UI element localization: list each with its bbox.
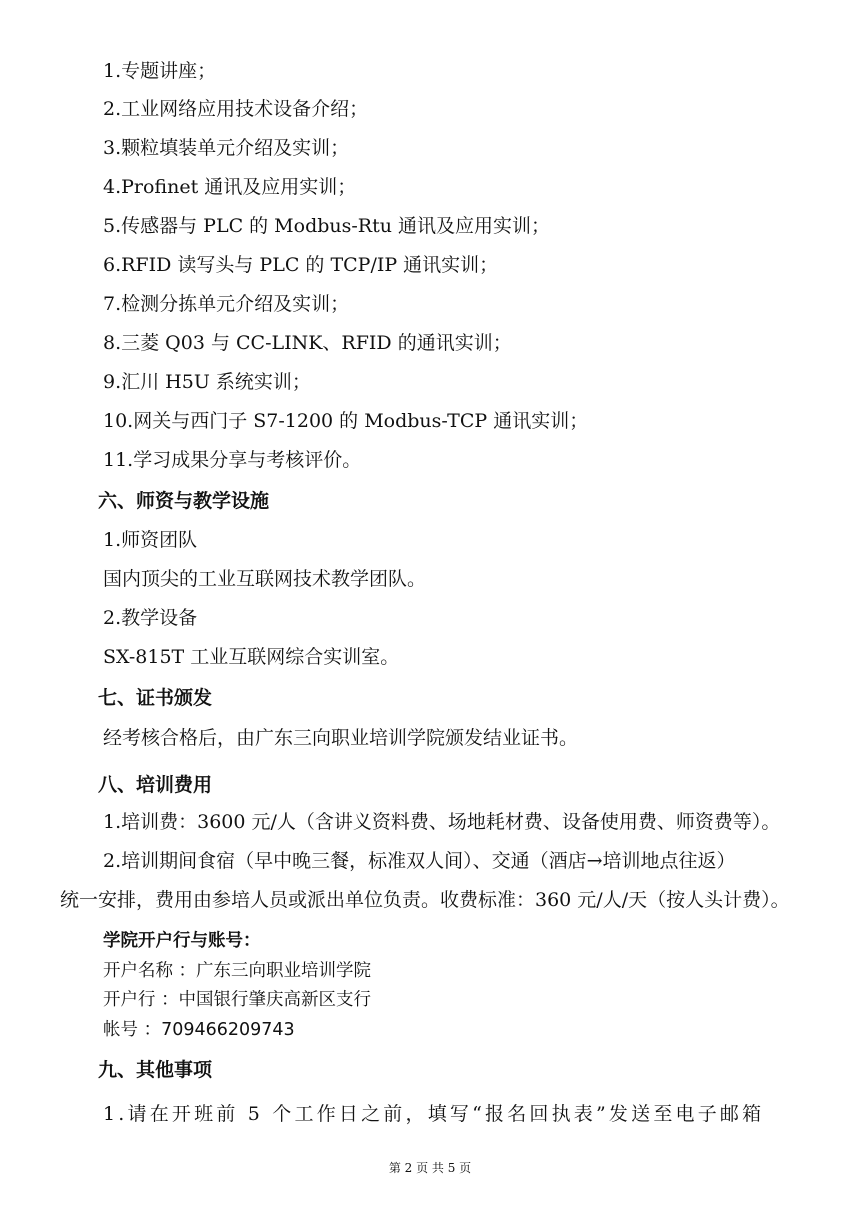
bank-heading: 学院开户行与账号：	[103, 931, 261, 951]
curriculum-item-4: 4.Profinet 通讯及应用实训；	[103, 176, 357, 198]
fee-item-2-line-2: 统一安排，费用由参培人员或派出单位负责。收费标准：360 元/人/天（按人头计费）。	[60, 889, 790, 911]
account-name: 开户名称 ：广东三向职业培训学院	[103, 961, 372, 981]
section-6-heading: 六、师资与教学设施	[98, 490, 270, 512]
certificate-text: 经考核合格后，由广东三向职业培训学院颁发结业证书。	[103, 727, 579, 749]
curriculum-item-3: 3.颗粒填装单元介绍及实训；	[103, 137, 350, 159]
fee-item-1: 1.培训费：3600 元/人（含讲义资料费、场地耗材费、设备使用费、师资费等）。	[103, 811, 781, 833]
curriculum-item-10: 10.网关与西门子 S7-1200 的 Modbus-TCP 通讯实训；	[103, 410, 589, 432]
curriculum-item-6: 6.RFID 读写头与 PLC 的 TCP/IP 通讯实训；	[103, 254, 499, 276]
curriculum-item-11: 11.学习成果分享与考核评价。	[103, 449, 362, 471]
curriculum-item-5: 5.传感器与 PLC 的 Modbus-Rtu 通讯及应用实训；	[103, 215, 551, 237]
fee-item-2-line-1: 2.培训期间食宿（早中晚三餐，标准双人间）、交通（酒店→培训地点往返）	[103, 850, 736, 872]
curriculum-item-9: 9.汇川 H5U 系统实训；	[103, 371, 311, 393]
page-footer: 第 2 页 共 5 页	[388, 1161, 472, 1175]
section-7-heading: 七、证书颁发	[98, 687, 213, 709]
curriculum-item-7: 7.检测分拣单元介绍及实训；	[103, 293, 350, 315]
faculty-text: 国内顶尖的工业互联网技术教学团队。	[103, 568, 427, 590]
faculty-label: 1.师资团队	[103, 529, 198, 551]
curriculum-item-1: 1.专题讲座；	[103, 60, 217, 82]
other-item-1: 1.请在开班前 5 个工作日之前，填写“报名回执表”发送至电子邮箱	[103, 1103, 765, 1125]
equipment-label: 2.教学设备	[103, 607, 198, 629]
section-9-heading: 九、其他事项	[98, 1059, 213, 1081]
equipment-text: SX-815T 工业互联网综合实训室。	[103, 646, 400, 668]
account-number: 帐号 ：709466209743	[103, 1020, 295, 1040]
curriculum-item-2: 2.工业网络应用技术设备介绍；	[103, 98, 369, 120]
bank-name: 开户行 ：中国银行肇庆高新区支行	[103, 990, 372, 1010]
section-8-heading: 八、培训费用	[98, 774, 213, 796]
curriculum-item-8: 8.三菱 Q03 与 CC-LINK、RFID 的通讯实训；	[103, 332, 512, 354]
